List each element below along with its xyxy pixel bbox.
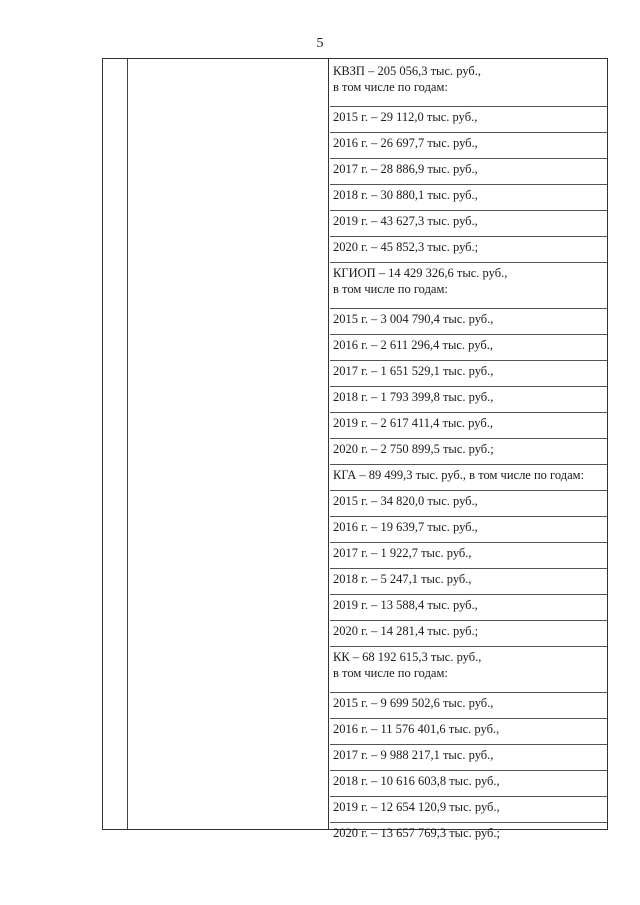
row-separator <box>330 464 607 465</box>
program-funding-table <box>102 58 608 840</box>
funding-subline: в том числе по годам: <box>333 80 448 94</box>
funding-line: 2016 г. – 11 576 401,6 тыс. руб., <box>333 722 500 736</box>
funding-line: 2020 г. – 14 281,4 тыс. руб.; <box>333 624 479 638</box>
funding-line: 2019 г. – 2 617 411,4 тыс. руб., <box>333 416 493 430</box>
row-separator <box>330 692 607 693</box>
funding-subline: в том числе по годам: <box>333 666 448 680</box>
row-separator <box>330 516 607 517</box>
row-separator <box>330 236 607 237</box>
funding-line: 2017 г. – 9 988 217,1 тыс. руб., <box>333 748 494 762</box>
funding-line: КГИОП – 14 429 326,6 тыс. руб., <box>333 266 508 280</box>
row-separator <box>330 744 607 745</box>
funding-line: КВЗП – 205 056,3 тыс. руб., <box>333 64 482 78</box>
page-number: 5 <box>316 36 324 51</box>
row-separator <box>330 308 607 309</box>
funding-line: 2016 г. – 26 697,7 тыс. руб., <box>333 136 478 150</box>
funding-cell <box>330 59 607 840</box>
funding-line: 2015 г. – 34 820,0 тыс. руб., <box>333 494 478 508</box>
row-separator <box>330 438 607 439</box>
row-separator <box>330 106 607 107</box>
funding-line: 2020 г. – 45 852,3 тыс. руб.; <box>333 240 479 254</box>
funding-line: 2018 г. – 30 880,1 тыс. руб., <box>333 188 478 202</box>
funding-line: 2015 г. – 29 112,0 тыс. руб., <box>333 110 478 124</box>
row-separator <box>330 210 607 211</box>
row-separator <box>330 132 607 133</box>
funding-line: 2017 г. – 1 922,7 тыс. руб., <box>333 546 472 560</box>
funding-line: 2017 г. – 28 886,9 тыс. руб., <box>333 162 478 176</box>
funding-line: 2015 г. – 9 699 502,6 тыс. руб., <box>333 696 494 710</box>
row-separator <box>330 542 607 543</box>
row-separator <box>330 718 607 719</box>
row-separator <box>330 646 607 647</box>
funding-line: 2019 г. – 43 627,3 тыс. руб., <box>333 214 478 228</box>
row-separator <box>330 262 607 263</box>
row-separator <box>330 412 607 413</box>
row-separator <box>330 334 607 335</box>
funding-line: 2020 г. – 13 657 769,3 тыс. руб.; <box>333 826 501 840</box>
row-separator <box>330 796 607 797</box>
funding-line: 2019 г. – 12 654 120,9 тыс. руб., <box>333 800 500 814</box>
row-separator <box>330 568 607 569</box>
column-divider-1 <box>127 59 128 829</box>
row-separator <box>330 770 607 771</box>
row-separator <box>330 822 607 823</box>
funding-line: 2019 г. – 13 588,4 тыс. руб., <box>333 598 478 612</box>
row-separator <box>330 620 607 621</box>
row-separator <box>330 594 607 595</box>
funding-line: 2018 г. – 1 793 399,8 тыс. руб., <box>333 390 494 404</box>
row-separator <box>330 386 607 387</box>
funding-line: КГА – 89 499,3 тыс. руб., в том числе по годам: <box>333 468 585 482</box>
row-separator <box>330 360 607 361</box>
row-separator <box>330 490 607 491</box>
funding-subline: в том числе по годам: <box>333 282 448 296</box>
row-separator <box>330 184 607 185</box>
row-separator <box>330 158 607 159</box>
funding-line: 2016 г. – 19 639,7 тыс. руб., <box>333 520 478 534</box>
funding-line: 2017 г. – 1 651 529,1 тыс. руб., <box>333 364 494 378</box>
funding-line: 2018 г. – 5 247,1 тыс. руб., <box>333 572 472 586</box>
funding-line: 2016 г. – 2 611 296,4 тыс. руб., <box>333 338 493 352</box>
funding-line: 2018 г. – 10 616 603,8 тыс. руб., <box>333 774 500 788</box>
column-divider-2 <box>328 59 329 829</box>
funding-line: КК – 68 192 615,3 тыс. руб., <box>333 650 482 664</box>
funding-line: 2020 г. – 2 750 899,5 тыс. руб.; <box>333 442 494 456</box>
funding-line: 2015 г. – 3 004 790,4 тыс. руб., <box>333 312 494 326</box>
